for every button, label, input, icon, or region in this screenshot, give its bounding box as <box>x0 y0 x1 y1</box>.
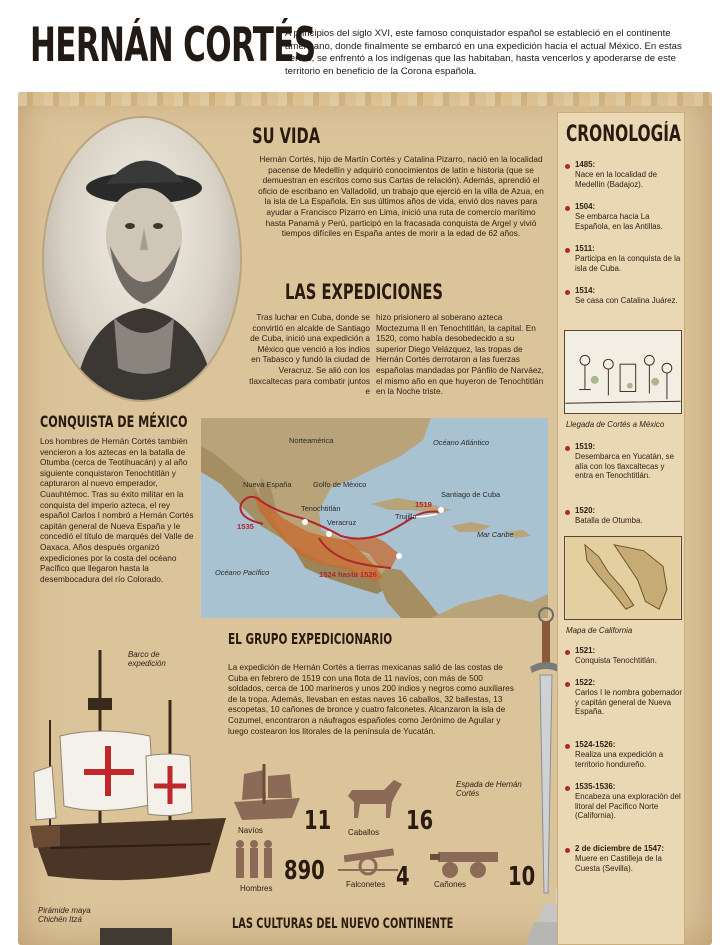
chrono-bullet <box>565 248 570 253</box>
chrono-bullet <box>565 848 570 853</box>
chrono-item-1522: 1522: Carlos I le nombra gobernador y capitán general de Nueva España. <box>575 678 683 717</box>
expediciones-text-col2: hizo prisionero al soberano azteca Moctezuma II en Tenochtitlán, la capital. En 1520, como había desobedecido a su superior Diego Velázquez, las tropas de Hernán Cortés derrotaron a las fuerzas españolas mandadas por Pánfilo de Narváez, el mismo año en que huyeron de Tenochtitlán en la Noche triste. <box>376 312 544 397</box>
map-label-trujillo: Trujillo <box>395 512 417 521</box>
chrono-item-1485: 1485: Nace en la localidad de Medellín (Badajoz). <box>575 160 658 189</box>
caption-espada: Espada de Hernán Cortés <box>456 780 522 798</box>
map-route-1535: 1535 <box>237 522 254 531</box>
map-label-caribe: Mar Caribe <box>477 530 514 539</box>
map-label-norteamerica: Norteamérica <box>289 436 334 445</box>
chrono-bullet <box>565 744 570 749</box>
chrono-item-1519: 1519: Desembarca en Yucatán, se alía con los tlaxcaltecas y entra en Tenochtitlán. <box>575 442 674 481</box>
chrono-bullet <box>565 510 570 515</box>
chrono-item-1547: 2 de diciembre de 1547: Muere en Castilleja de la Cuesta (Sevilla). <box>575 844 665 873</box>
culturas-title: LAS CULTURAS DEL NUEVO CONTINENTE <box>232 916 454 932</box>
stat-navios-value: 11 <box>304 806 332 836</box>
caption-mapa-california: Mapa de California <box>566 626 633 635</box>
falconete-stat-icon <box>338 846 402 876</box>
caption-llegada: Llegada de Cortés a México <box>566 420 665 429</box>
stat-caballos-value: 16 <box>406 806 434 836</box>
stat-falconetes-value: 4 <box>396 862 410 892</box>
map-terrain-icon <box>201 418 548 618</box>
chrono-item-1511: 1511: Participa en la conquista de la isla de Cuba. <box>575 244 681 273</box>
stat-canones-label: Cañones <box>434 880 467 889</box>
map-label-nueva-espana: Nueva España <box>243 480 292 489</box>
llegada-illustration <box>564 330 682 414</box>
navio-stat-icon <box>230 762 304 824</box>
stat-canones-value: 10 <box>508 862 536 892</box>
expedition-map <box>201 418 548 618</box>
map-label-atlantico: Océano Atlántico <box>433 438 490 447</box>
chrono-bullet <box>565 446 570 451</box>
map-route-1519: 1519 <box>415 500 432 509</box>
map-label-pacifico: Océano Pacífico <box>215 568 270 577</box>
su-vida-text: Hernán Cortés, hijo de Martín Cortés y Catalina Pizarro, nació en la localidad pacense de Medellín y adquirió conocimientos de latín e historia (que se demuestran en escritos como sus Cartas de relación). Además, aprendió el oficio de escribano en Valladolid, un trabajo que ejerció en la villa de Azua, en la isla de La Española. En sus últimos años de vida, envió dos naves para ayudar a Francisco Pizarro en Lima, inició una ruta de comercio marítimo hasta Panamá y Perú, participó en la fracasada conquista de Argel y vivió tiempos difíciles en España antes de morir a la edad de 62 años. <box>258 154 544 239</box>
chrono-bullet <box>565 164 570 169</box>
chrono-item-1521: 1521: Conquista Tenochtitlán. <box>575 646 657 665</box>
map-label-veracruz: Veracruz <box>327 518 357 527</box>
mapa-california-illustration <box>564 536 682 620</box>
intro-text: A principios del siglo XVI, este famoso conquistador español se estableció en el continente americano, donde finalmente se embarcó en una expedición hacia el actual México. En estas tierras, se enfrentó a los indígenas que las habitaban, hasta vencerlos y apoderarse de este territorio en beneficio de la Corona española. <box>285 28 682 77</box>
map-label-santiago: Santiago de Cuba <box>441 490 501 499</box>
caption-piramide: Pirámide maya Chichén Itzá <box>38 906 91 924</box>
stat-hombres-label: Hombres <box>240 884 273 893</box>
horse-stat-icon <box>344 776 404 820</box>
chrono-bullet <box>565 786 570 791</box>
cronologia-title: CRONOLOGÍA <box>566 122 681 147</box>
canon-stat-icon <box>428 846 500 880</box>
chrono-bullet <box>565 206 570 211</box>
chrono-item-1520: 1520: Batalla de Otumba. <box>575 506 643 525</box>
stat-hombres-value: 890 <box>284 856 325 886</box>
expediciones-title: LAS EXPEDICIONES <box>285 280 444 304</box>
grupo-text: La expedición de Hernán Cortés a tierras mexicanas salió de las costas de Cuba en febrero de 1519 con una flota de 11 navíos, con más de 500 soldados, cerca de 100 marineros y unos 200 indios y negros como auxiliares de la tropa. Además, llevaban en estas naves 16 caballos, 32 ballestas, 13 escopetas, 10 cañones de bronce y cuatro falconetes. Alcanzaron la isla de Cozumel, encontraron a náufragos españoles como Jerónimo de Aguilar y luego costearon los litorales de la península de Yucatán. <box>228 662 514 736</box>
map-route-1524: 1524 hasta 1526 <box>319 570 377 579</box>
su-vida-title: SU VIDA <box>252 124 321 148</box>
map-label-golfo: Golfo de México <box>313 480 367 489</box>
page-title: HERNÁN CORTÉS <box>30 18 316 73</box>
chrono-item-1514: 1514: Se casa con Catalina Juárez. <box>575 286 678 305</box>
chrono-bullet <box>565 650 570 655</box>
chrono-item-1504: 1504: Se embarca hacia La Española, en las Antillas. <box>575 202 663 231</box>
ship-icon <box>30 640 230 900</box>
chrono-bullet <box>565 682 570 687</box>
expediciones-text-col1: Tras luchar en Cuba, donde se convirtió en alcalde de Santiago de Cuba, inició una expedición a México que venció a los indios en Tabasco y fundó la ciudad de Veracruz. Se alió con los tlaxcaltecas para combatir juntos e <box>249 312 370 397</box>
stat-falconetes-label: Falconetes <box>346 880 386 889</box>
stat-navios-label: Navíos <box>238 826 263 835</box>
men-stat-icon <box>232 838 276 880</box>
chrono-item-1535: 1535-1536: Encabeza una exploración del litoral del Pacífico Norte (California). <box>575 782 681 821</box>
chrono-item-1524: 1524-1526: Realiza una expedición a territorio hondureño. <box>575 740 664 769</box>
conquista-title: CONQUISTA DE MÉXICO <box>40 412 188 431</box>
map-label-tenochtitlan: Tenochtitlán <box>301 504 341 513</box>
conquista-text: Los hombres de Hernán Cortés también vencieron a los aztecas en la batalla de Otumba (cerca de Teotihuacán) y al año siguiente conquistaron Tenochtitlán y capturaron al nuevo emperador, Cuauhtémoc. Tras su éxito militar en la conquista del imperio azteca, el rey español Carlos I nombró a Hernán Cortés capitán general de Nueva España y le concedió el título de marqués del Valle de Oaxaca. Años después organizó expediciones por la costa del océano Pacífico que llegaron hasta la desembocadura del río Colorado. <box>40 436 194 584</box>
caption-barco: Barco de expedición <box>128 650 166 668</box>
pyramid-icon <box>100 928 172 945</box>
grupo-title: EL GRUPO EXPEDICIONARIO <box>228 630 393 648</box>
cortes-portrait <box>44 118 240 400</box>
chrono-bullet <box>565 290 570 295</box>
stat-caballos-label: Caballos <box>348 828 380 837</box>
portrait-engraving-icon <box>44 118 240 400</box>
